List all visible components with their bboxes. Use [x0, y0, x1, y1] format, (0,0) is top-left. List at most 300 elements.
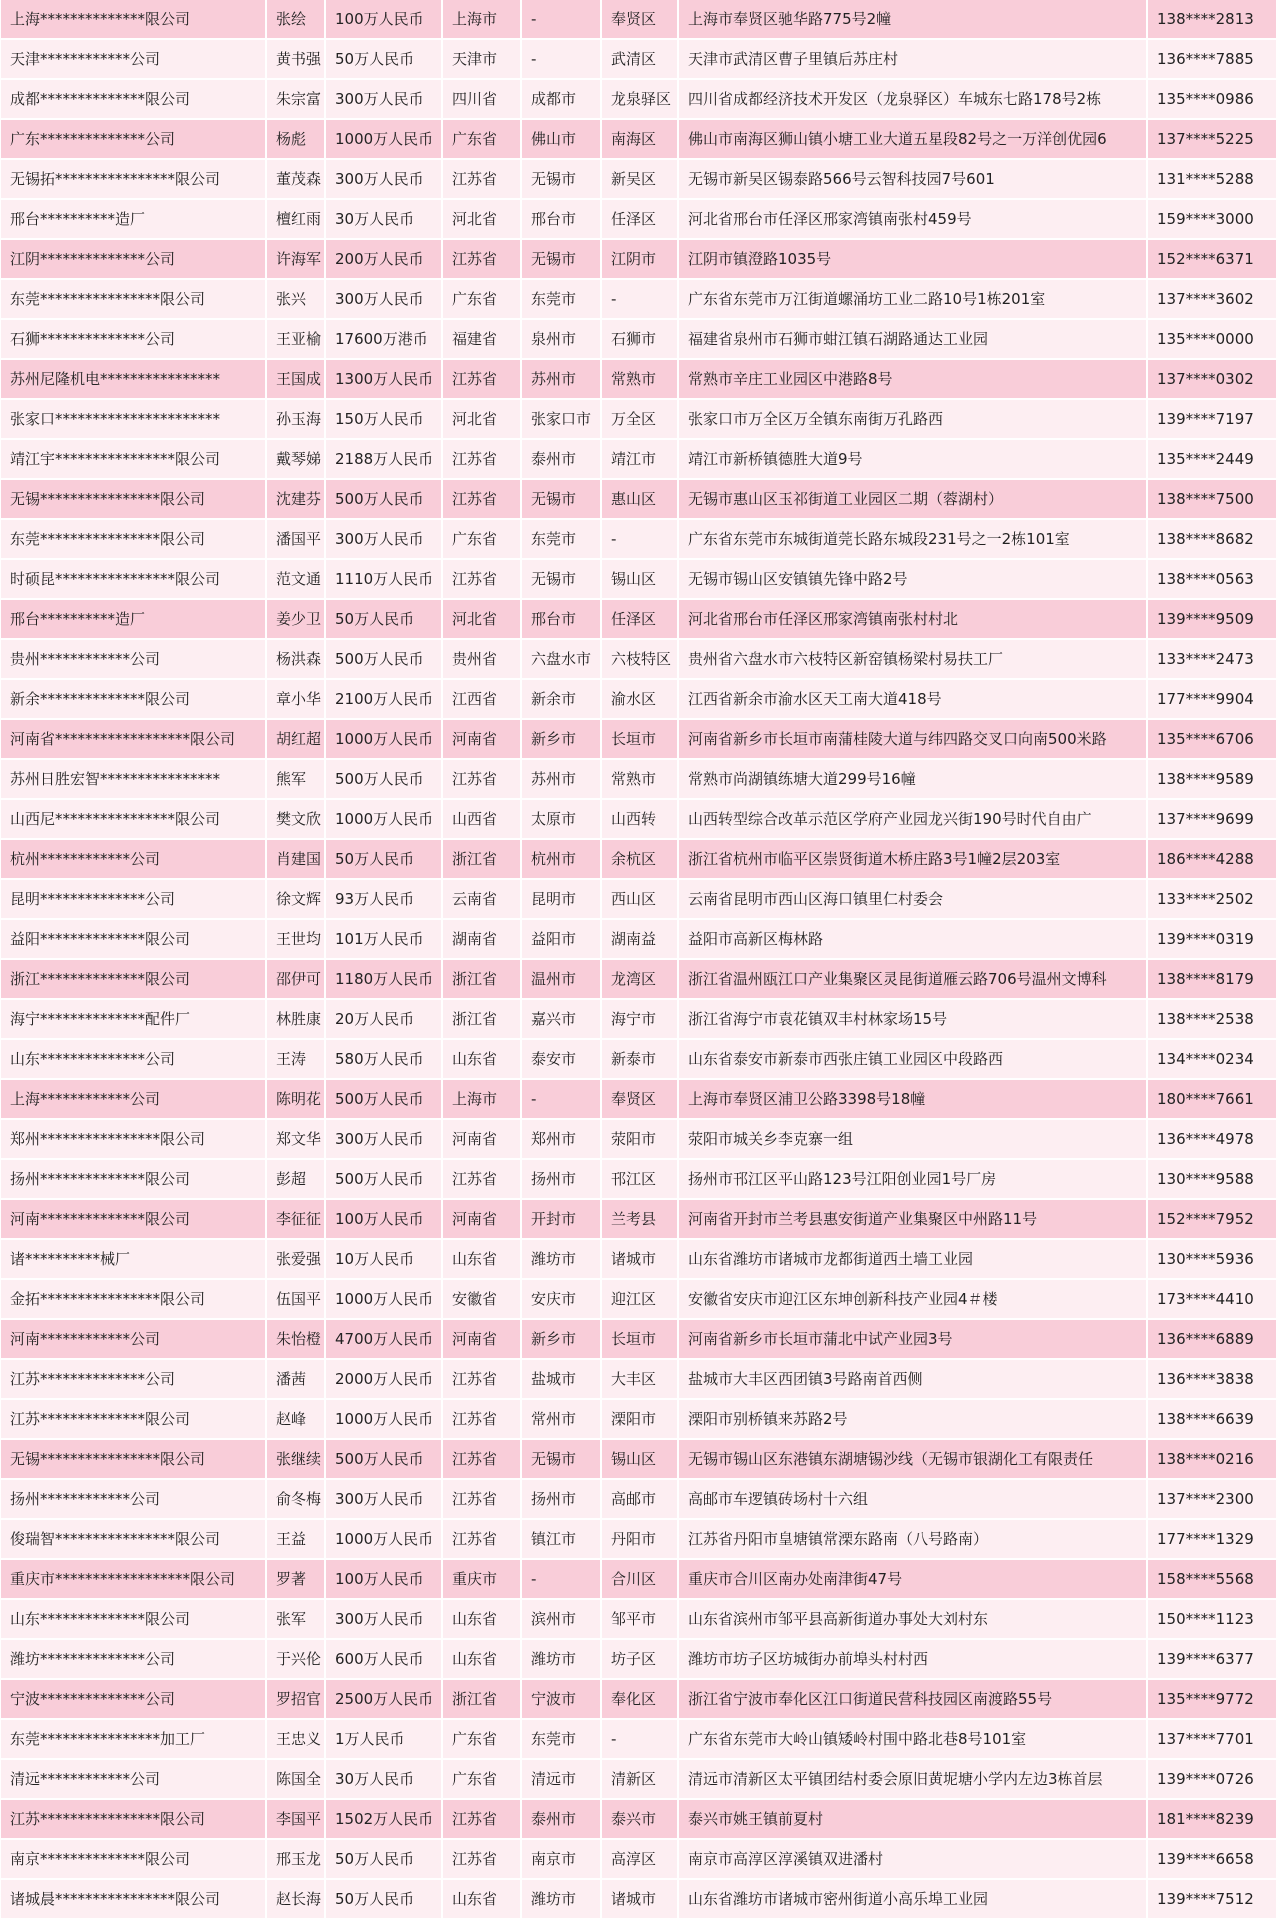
table-row — [1, 479, 1277, 519]
province-cell: 广东省 — [442, 519, 521, 559]
province-cell: 河北省 — [442, 599, 521, 639]
registered-capital-cell: 1110万人民币 — [325, 559, 442, 599]
legal-rep-cell: 戴琴娣 — [266, 439, 325, 479]
province-cell: 山东省 — [442, 1599, 521, 1639]
city-cell: 无锡市 — [521, 559, 601, 599]
table-row — [1, 1719, 1277, 1759]
company-name-cell: 靖江宇****************限公司 — [1, 439, 266, 479]
company-name-cell: 无锡****************限公司 — [1, 479, 266, 519]
company-name-cell: 江苏****************限公司 — [1, 1799, 266, 1839]
legal-rep-cell: 俞冬梅 — [266, 1479, 325, 1519]
legal-rep-cell: 赵峰 — [266, 1399, 325, 1439]
phone-cell: 138****9589 — [1147, 759, 1277, 799]
address-cell: 山东省泰安市新泰市西张庄镇工业园区中段路西 — [678, 1039, 1147, 1079]
legal-rep-cell: 杨彪 — [266, 119, 325, 159]
city-cell: 益阳市 — [521, 919, 601, 959]
legal-rep-cell: 张继续 — [266, 1439, 325, 1479]
city-cell: 张家口市 — [521, 399, 601, 439]
city-cell: 宁波市 — [521, 1679, 601, 1719]
address-cell: 佛山市南海区狮山镇小塘工业大道五星段82号之一万洋创优园6 — [678, 119, 1147, 159]
province-cell: 湖南省 — [442, 919, 521, 959]
phone-cell: 137****5225 — [1147, 119, 1277, 159]
registered-capital-cell: 500万人民币 — [325, 639, 442, 679]
address-cell: 重庆市合川区南办处南津街47号 — [678, 1559, 1147, 1599]
address-cell: 浙江省杭州市临平区崇贤街道木桥庄路3号1幢2层203室 — [678, 839, 1147, 879]
phone-cell: 137****7701 — [1147, 1719, 1277, 1759]
table-row — [1, 279, 1277, 319]
company-name-cell: 山西尼****************限公司 — [1, 799, 266, 839]
legal-rep-cell: 赵长海 — [266, 1879, 325, 1919]
district-cell: 奉贤区 — [601, 1079, 678, 1119]
legal-rep-cell: 王益 — [266, 1519, 325, 1559]
company-name-cell: 无锡拓****************限公司 — [1, 159, 266, 199]
district-cell: 溧阳市 — [601, 1399, 678, 1439]
table-row — [1, 1119, 1277, 1159]
address-cell: 浙江省海宁市袁花镇双丰村林家场15号 — [678, 999, 1147, 1039]
company-name-cell: 江阴**************公司 — [1, 239, 266, 279]
address-cell: 四川省成都经济技术开发区（龙泉驿区）车城东七路178号2栋 — [678, 79, 1147, 119]
district-cell: 诸城市 — [601, 1239, 678, 1279]
registered-capital-cell: 300万人民币 — [325, 1119, 442, 1159]
legal-rep-cell: 邢玉龙 — [266, 1839, 325, 1879]
registered-capital-cell: 50万人民币 — [325, 1879, 442, 1919]
legal-rep-cell: 陈国全 — [266, 1759, 325, 1799]
registered-capital-cell: 1万人民币 — [325, 1719, 442, 1759]
legal-rep-cell: 王涛 — [266, 1039, 325, 1079]
address-cell: 常熟市辛庄工业园区中港路8号 — [678, 359, 1147, 399]
table-row — [1, 199, 1277, 239]
company-name-cell: 东莞****************加工厂 — [1, 1719, 266, 1759]
address-cell: 无锡市惠山区玉祁街道工业园区二期（蓉湖村） — [678, 479, 1147, 519]
company-name-cell: 南京**************限公司 — [1, 1839, 266, 1879]
province-cell: 山东省 — [442, 1239, 521, 1279]
city-cell: 邢台市 — [521, 599, 601, 639]
table-row — [1, 1679, 1277, 1719]
address-cell: 安徽省安庆市迎江区东坤创新科技产业园4＃楼 — [678, 1279, 1147, 1319]
company-name-cell: 贵州************公司 — [1, 639, 266, 679]
province-cell: 浙江省 — [442, 839, 521, 879]
city-cell: 泉州市 — [521, 319, 601, 359]
city-cell: 泰州市 — [521, 1799, 601, 1839]
phone-cell: 134****0234 — [1147, 1039, 1277, 1079]
legal-rep-cell: 张爱强 — [266, 1239, 325, 1279]
registered-capital-cell: 1000万人民币 — [325, 119, 442, 159]
registered-capital-cell: 300万人民币 — [325, 79, 442, 119]
province-cell: 安徽省 — [442, 1279, 521, 1319]
phone-cell: 137****2300 — [1147, 1479, 1277, 1519]
registered-capital-cell: 30万人民币 — [325, 1759, 442, 1799]
registered-capital-cell: 500万人民币 — [325, 1439, 442, 1479]
table-row — [1, 639, 1277, 679]
table-row — [1, 919, 1277, 959]
city-cell: 常州市 — [521, 1399, 601, 1439]
legal-rep-cell: 姜少卫 — [266, 599, 325, 639]
address-cell: 潍坊市坊子区坊城街办前埠头村村西 — [678, 1639, 1147, 1679]
district-cell: 新泰市 — [601, 1039, 678, 1079]
legal-rep-cell: 张军 — [266, 1599, 325, 1639]
city-cell: 新余市 — [521, 679, 601, 719]
district-cell: 泰兴市 — [601, 1799, 678, 1839]
address-cell: 广东省东莞市大岭山镇矮岭村围中路北巷8号101室 — [678, 1719, 1147, 1759]
address-cell: 江阴市镇澄路1035号 — [678, 239, 1147, 279]
legal-rep-cell: 李征征 — [266, 1199, 325, 1239]
table-row — [1, 1079, 1277, 1119]
city-cell: 泰州市 — [521, 439, 601, 479]
province-cell: 江苏省 — [442, 359, 521, 399]
legal-rep-cell: 胡红超 — [266, 719, 325, 759]
address-cell: 山东省潍坊市诸城市龙都街道西土墙工业园 — [678, 1239, 1147, 1279]
district-cell: 高淳区 — [601, 1839, 678, 1879]
table-row — [1, 1239, 1277, 1279]
company-name-cell: 张家口********************** — [1, 399, 266, 439]
address-cell: 河南省新乡市长垣市南蒲桂陵大道与纬四路交叉口向南500米路 — [678, 719, 1147, 759]
registered-capital-cell: 300万人民币 — [325, 1599, 442, 1639]
registered-capital-cell: 93万人民币 — [325, 879, 442, 919]
province-cell: 江苏省 — [442, 159, 521, 199]
city-cell: 无锡市 — [521, 479, 601, 519]
registered-capital-cell: 1000万人民币 — [325, 719, 442, 759]
province-cell: 山东省 — [442, 1039, 521, 1079]
city-cell: 新乡市 — [521, 719, 601, 759]
address-cell: 河南省新乡市长垣市蒲北中试产业园3号 — [678, 1319, 1147, 1359]
company-name-cell: 河南省******************限公司 — [1, 719, 266, 759]
registered-capital-cell: 500万人民币 — [325, 759, 442, 799]
address-cell: 常熟市尚湖镇练塘大道299号16幢 — [678, 759, 1147, 799]
address-cell: 山西转型综合改革示范区学府产业园龙兴街190号时代自由广 — [678, 799, 1147, 839]
city-cell: 嘉兴市 — [521, 999, 601, 1039]
table-row — [1, 519, 1277, 559]
city-cell: 六盘水市 — [521, 639, 601, 679]
province-cell: 浙江省 — [442, 959, 521, 999]
province-cell: 江苏省 — [442, 1399, 521, 1439]
city-cell: 邢台市 — [521, 199, 601, 239]
province-cell: 福建省 — [442, 319, 521, 359]
phone-cell: 177****9904 — [1147, 679, 1277, 719]
province-cell: 河南省 — [442, 1319, 521, 1359]
province-cell: 上海市 — [442, 1079, 521, 1119]
registered-capital-cell: 500万人民币 — [325, 479, 442, 519]
city-cell: 南京市 — [521, 1839, 601, 1879]
address-cell: 无锡市新吴区锡泰路566号云智科技园7号601 — [678, 159, 1147, 199]
phone-cell: 130****9588 — [1147, 1159, 1277, 1199]
registered-capital-cell: 1000万人民币 — [325, 799, 442, 839]
address-cell: 高邮市车逻镇砖场村十六组 — [678, 1479, 1147, 1519]
company-name-cell: 浙江**************限公司 — [1, 959, 266, 999]
table-row — [1, 119, 1277, 159]
legal-rep-cell: 邵伊可 — [266, 959, 325, 999]
phone-cell: 139****0319 — [1147, 919, 1277, 959]
registered-capital-cell: 300万人民币 — [325, 519, 442, 559]
table-row — [1, 79, 1277, 119]
district-cell: 迎江区 — [601, 1279, 678, 1319]
city-cell: - — [521, 1559, 601, 1599]
province-cell: 广东省 — [442, 1759, 521, 1799]
province-cell: 浙江省 — [442, 1679, 521, 1719]
table-row — [1, 679, 1277, 719]
phone-cell: 131****5288 — [1147, 159, 1277, 199]
province-cell: 江西省 — [442, 679, 521, 719]
city-cell: 杭州市 — [521, 839, 601, 879]
province-cell: 广东省 — [442, 1719, 521, 1759]
registered-capital-cell: 500万人民币 — [325, 1079, 442, 1119]
phone-cell: 138****8682 — [1147, 519, 1277, 559]
district-cell: 西山区 — [601, 879, 678, 919]
table-row — [1, 1359, 1277, 1399]
legal-rep-cell: 王世均 — [266, 919, 325, 959]
address-cell: 南京市高淳区淳溪镇双进潘村 — [678, 1839, 1147, 1879]
table-row — [1, 959, 1277, 999]
phone-cell: 186****4288 — [1147, 839, 1277, 879]
company-name-cell: 河南************公司 — [1, 1319, 266, 1359]
city-cell: 无锡市 — [521, 239, 601, 279]
company-name-cell: 金拓****************限公司 — [1, 1279, 266, 1319]
city-cell: 苏州市 — [521, 359, 601, 399]
address-cell: 浙江省温州瓯江口产业集聚区灵昆街道雁云路706号温州文博科 — [678, 959, 1147, 999]
company-name-cell: 成都**************限公司 — [1, 79, 266, 119]
registered-capital-cell: 2188万人民币 — [325, 439, 442, 479]
company-name-cell: 扬州************公司 — [1, 1479, 266, 1519]
registered-capital-cell: 20万人民币 — [325, 999, 442, 1039]
table-row — [1, 1599, 1277, 1639]
phone-cell: 135****9772 — [1147, 1679, 1277, 1719]
table-row — [1, 599, 1277, 639]
province-cell: 江苏省 — [442, 1479, 521, 1519]
registered-capital-cell: 150万人民币 — [325, 399, 442, 439]
phone-cell: 137****9699 — [1147, 799, 1277, 839]
phone-cell: 137****0302 — [1147, 359, 1277, 399]
address-cell: 山东省潍坊市诸城市密州街道小高乐埠工业园 — [678, 1879, 1147, 1919]
district-cell: - — [601, 1719, 678, 1759]
address-cell: 泰兴市姚王镇前夏村 — [678, 1799, 1147, 1839]
address-cell: 荥阳市城关乡李克寨一组 — [678, 1119, 1147, 1159]
address-cell: 无锡市锡山区安镇镇先锋中路2号 — [678, 559, 1147, 599]
district-cell: 诸城市 — [601, 1879, 678, 1919]
district-cell: 余杭区 — [601, 839, 678, 879]
phone-cell: 139****7197 — [1147, 399, 1277, 439]
province-cell: 云南省 — [442, 879, 521, 919]
registered-capital-cell: 4700万人民币 — [325, 1319, 442, 1359]
table-row — [1, 1319, 1277, 1359]
company-name-cell: 重庆市******************限公司 — [1, 1559, 266, 1599]
province-cell: 江苏省 — [442, 1359, 521, 1399]
legal-rep-cell: 林胜康 — [266, 999, 325, 1039]
province-cell: 浙江省 — [442, 999, 521, 1039]
phone-cell: 139****7512 — [1147, 1879, 1277, 1919]
table-row — [1, 439, 1277, 479]
company-name-cell: 时硕昆****************限公司 — [1, 559, 266, 599]
district-cell: 任泽区 — [601, 599, 678, 639]
city-cell: 郑州市 — [521, 1119, 601, 1159]
company-name-cell: 海宁**************配件厂 — [1, 999, 266, 1039]
registered-capital-cell: 50万人民币 — [325, 839, 442, 879]
registered-capital-cell: 300万人民币 — [325, 159, 442, 199]
address-cell: 天津市武清区曹子里镇后苏庄村 — [678, 39, 1147, 79]
city-cell: 潍坊市 — [521, 1639, 601, 1679]
city-cell: 无锡市 — [521, 159, 601, 199]
district-cell: 丹阳市 — [601, 1519, 678, 1559]
registered-capital-cell: 10万人民币 — [325, 1239, 442, 1279]
registered-capital-cell: 1000万人民币 — [325, 1399, 442, 1439]
city-cell: 潍坊市 — [521, 1239, 601, 1279]
province-cell: 广东省 — [442, 279, 521, 319]
legal-rep-cell: 朱宗富 — [266, 79, 325, 119]
registered-capital-cell: 600万人民币 — [325, 1639, 442, 1679]
table-row — [1, 559, 1277, 599]
phone-cell: 135****0986 — [1147, 79, 1277, 119]
company-name-cell: 东莞****************限公司 — [1, 279, 266, 319]
legal-rep-cell: 王忠义 — [266, 1719, 325, 1759]
company-name-cell: 山东**************公司 — [1, 1039, 266, 1079]
province-cell: 河南省 — [442, 1119, 521, 1159]
city-cell: - — [521, 39, 601, 79]
legal-rep-cell: 于兴伦 — [266, 1639, 325, 1679]
city-cell: 镇江市 — [521, 1519, 601, 1559]
address-cell: 靖江市新桥镇德胜大道9号 — [678, 439, 1147, 479]
table-row — [1, 1799, 1277, 1839]
district-cell: 清新区 — [601, 1759, 678, 1799]
legal-rep-cell: 王亚榆 — [266, 319, 325, 359]
legal-rep-cell: 檀红雨 — [266, 199, 325, 239]
registered-capital-cell: 17600万港币 — [325, 319, 442, 359]
legal-rep-cell: 樊文欣 — [266, 799, 325, 839]
table-row — [1, 1759, 1277, 1799]
district-cell: 靖江市 — [601, 439, 678, 479]
phone-cell: 135****6706 — [1147, 719, 1277, 759]
address-cell: 江苏省丹阳市皇塘镇常溧东路南（八号路南） — [678, 1519, 1147, 1559]
province-cell: 河北省 — [442, 199, 521, 239]
city-cell: 清远市 — [521, 1759, 601, 1799]
table-row — [1, 1159, 1277, 1199]
district-cell: 长垣市 — [601, 719, 678, 759]
province-cell: 江苏省 — [442, 1799, 521, 1839]
district-cell: 锡山区 — [601, 559, 678, 599]
address-cell: 山东省滨州市邹平县高新街道办事处大刘村东 — [678, 1599, 1147, 1639]
province-cell: 江苏省 — [442, 759, 521, 799]
city-cell: 东莞市 — [521, 519, 601, 559]
table-row — [1, 1439, 1277, 1479]
province-cell: 广东省 — [442, 119, 521, 159]
phone-cell: 152****7952 — [1147, 1199, 1277, 1239]
city-cell: 温州市 — [521, 959, 601, 999]
phone-cell: 138****0563 — [1147, 559, 1277, 599]
registered-capital-cell: 300万人民币 — [325, 279, 442, 319]
phone-cell: 136****3838 — [1147, 1359, 1277, 1399]
province-cell: 重庆市 — [442, 1559, 521, 1599]
registered-capital-cell: 1502万人民币 — [325, 1799, 442, 1839]
district-cell: 龙湾区 — [601, 959, 678, 999]
phone-cell: 139****6377 — [1147, 1639, 1277, 1679]
company-table — [1, 0, 1278, 1920]
province-cell: 河北省 — [442, 399, 521, 439]
district-cell: 锡山区 — [601, 1439, 678, 1479]
district-cell: 湖南益 — [601, 919, 678, 959]
address-cell: 江西省新余市渝水区天工南大道418号 — [678, 679, 1147, 719]
phone-cell: 181****8239 — [1147, 1799, 1277, 1839]
city-cell: 扬州市 — [521, 1479, 601, 1519]
city-cell: - — [521, 0, 601, 39]
table-row — [1, 1879, 1277, 1919]
company-name-cell: 诸**********械厂 — [1, 1239, 266, 1279]
table-row — [1, 1479, 1277, 1519]
district-cell: 荥阳市 — [601, 1119, 678, 1159]
phone-cell: 135****0000 — [1147, 319, 1277, 359]
district-cell: 龙泉驿区 — [601, 79, 678, 119]
company-name-cell: 俊瑞智****************限公司 — [1, 1519, 266, 1559]
province-cell: 天津市 — [442, 39, 521, 79]
table-row — [1, 1039, 1277, 1079]
table-row — [1, 159, 1277, 199]
province-cell: 山东省 — [442, 1639, 521, 1679]
district-cell: 万全区 — [601, 399, 678, 439]
company-name-cell: 上海************公司 — [1, 1079, 266, 1119]
registered-capital-cell: 2100万人民币 — [325, 679, 442, 719]
company-name-cell: 扬州**************限公司 — [1, 1159, 266, 1199]
legal-rep-cell: 孙玉海 — [266, 399, 325, 439]
district-cell: 高邮市 — [601, 1479, 678, 1519]
legal-rep-cell: 许海军 — [266, 239, 325, 279]
phone-cell: 133****2473 — [1147, 639, 1277, 679]
legal-rep-cell: 张兴 — [266, 279, 325, 319]
province-cell: 江苏省 — [442, 1159, 521, 1199]
registered-capital-cell: 1180万人民币 — [325, 959, 442, 999]
company-name-cell: 天津************公司 — [1, 39, 266, 79]
address-cell: 盐城市大丰区西团镇3号路南首西侧 — [678, 1359, 1147, 1399]
legal-rep-cell: 张绘 — [266, 0, 325, 39]
province-cell: 河南省 — [442, 1199, 521, 1239]
registered-capital-cell: 200万人民币 — [325, 239, 442, 279]
district-cell: 山西转 — [601, 799, 678, 839]
district-cell: 常熟市 — [601, 359, 678, 399]
legal-rep-cell: 黄书强 — [266, 39, 325, 79]
phone-cell: 130****5936 — [1147, 1239, 1277, 1279]
registered-capital-cell: 1000万人民币 — [325, 1279, 442, 1319]
registered-capital-cell: 300万人民币 — [325, 1479, 442, 1519]
district-cell: 武清区 — [601, 39, 678, 79]
legal-rep-cell: 沈建芬 — [266, 479, 325, 519]
registered-capital-cell: 100万人民币 — [325, 1199, 442, 1239]
registered-capital-cell: 2500万人民币 — [325, 1679, 442, 1719]
table-row — [1, 239, 1277, 279]
company-name-cell: 上海**************限公司 — [1, 0, 266, 39]
registered-capital-cell: 50万人民币 — [325, 39, 442, 79]
company-name-cell: 新余**************限公司 — [1, 679, 266, 719]
company-name-cell: 邢台**********造厂 — [1, 599, 266, 639]
table-row — [1, 1559, 1277, 1599]
city-cell: 东莞市 — [521, 1719, 601, 1759]
province-cell: 江苏省 — [442, 439, 521, 479]
phone-cell: 159****3000 — [1147, 199, 1277, 239]
city-cell: 泰安市 — [521, 1039, 601, 1079]
address-cell: 贵州省六盘水市六枝特区新窑镇杨梁村易扶工厂 — [678, 639, 1147, 679]
district-cell: 任泽区 — [601, 199, 678, 239]
table-row — [1, 399, 1277, 439]
address-cell: 益阳市高新区梅林路 — [678, 919, 1147, 959]
legal-rep-cell: 范文通 — [266, 559, 325, 599]
phone-cell: 139****0726 — [1147, 1759, 1277, 1799]
table-row — [1, 39, 1277, 79]
company-name-cell: 苏州尼隆机电**************** — [1, 359, 266, 399]
city-cell: 苏州市 — [521, 759, 601, 799]
address-cell: 上海市奉贤区浦卫公路3398号18幢 — [678, 1079, 1147, 1119]
company-name-cell: 无锡****************限公司 — [1, 1439, 266, 1479]
legal-rep-cell: 潘茜 — [266, 1359, 325, 1399]
company-name-cell: 东莞****************限公司 — [1, 519, 266, 559]
province-cell: 四川省 — [442, 79, 521, 119]
province-cell: 江苏省 — [442, 1839, 521, 1879]
address-cell: 河北省邢台市任泽区邢家湾镇南张村459号 — [678, 199, 1147, 239]
district-cell: 坊子区 — [601, 1639, 678, 1679]
table-row — [1, 1399, 1277, 1439]
